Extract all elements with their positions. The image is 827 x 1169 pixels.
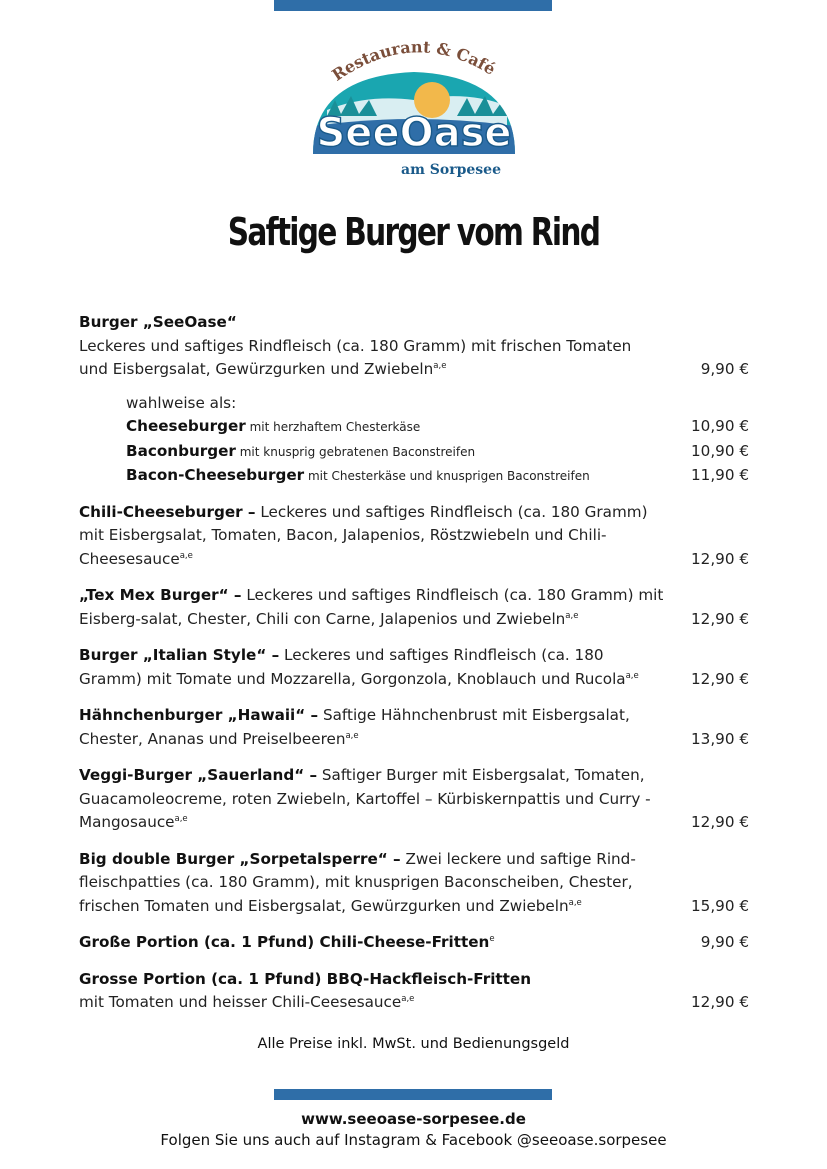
burger-menu: [79, 311, 749, 1015]
variant-item: [126, 464, 749, 489]
menu-item: [79, 931, 749, 955]
variant-intro: wahlweise als:: [126, 393, 237, 412]
item-name: Burger „Italian Style“ –: [79, 646, 280, 664]
item-name: Big double Burger „Sorpetalsperre“ –: [79, 849, 401, 868]
social-media-note: Folgen Sie uns auch auf Instagram & Facebook @seeoase.sorpesee: [160, 1131, 667, 1149]
restaurant-logo: [307, 30, 521, 182]
item-price: 15,90 €: [691, 896, 749, 915]
item-description: Leckeres und saftiges Rindfleisch (ca. 180 Gramm) mit Tomate und Mozzarella, Gorgonzola, Knoblauch und Rucola: [79, 646, 626, 688]
item-description: Saftige Hähnchenbrust mit Eisbergsalat, Chester, Ananas und Preiselbeeren: [79, 706, 630, 748]
variant-name: Baconburger: [126, 441, 236, 460]
menu-item: [79, 311, 749, 382]
allergen-note: a,e: [179, 550, 193, 561]
allergen-note: a,e: [625, 670, 639, 681]
variant-price: 10,90 €: [691, 441, 749, 460]
item-description: Leckeres und saftiges Rindfleisch (ca. 180 Gramm) mit Eisbergsalat, Tomaten, Bacon, Jalapenios, Röstzwiebeln und Chili-Cheesesauce: [79, 502, 648, 568]
variant-item: [126, 440, 749, 465]
allergen-note: a,e: [565, 610, 579, 621]
menu-item: [79, 968, 749, 1015]
item-description: mit Tomaten und heisser Chili-Ceesesauce: [79, 993, 402, 1011]
allergen-note: a,e: [345, 730, 359, 741]
logo-top-text: Restaurant & Café: [328, 37, 499, 85]
menu-item: [79, 848, 749, 919]
item-description: Leckeres und saftiges Rindfleisch (ca. 180 Gramm) mit frischen Tomaten und Eisbergsalat, Gewürzgurken und Zwiebeln: [79, 336, 632, 378]
item-description: Zwei leckere und saftige Rind-fleischpatties (ca. 180 Gramm), mit knusprigen Baconscheiben, Chester, frischen Tomaten und Eisbergsalat, Gewürzgurken und Zwiebeln: [79, 849, 636, 915]
menu-item: [79, 501, 749, 572]
variant-price: 10,90 €: [691, 417, 749, 435]
logo-sub-text: am Sorpesee: [401, 162, 501, 178]
menu-item: [79, 644, 749, 691]
item-price: 12,90 €: [691, 993, 749, 1011]
item-name: Grosse Portion (ca. 1 Pfund) BBQ-Hackfleisch-Fritten: [79, 969, 532, 988]
item-price: 9,90 €: [700, 933, 749, 951]
price-note: Alle Preise inkl. MwSt. und Bedienungsgeld: [257, 1036, 570, 1052]
item-name: Hähnchenburger „Hawaii“ –: [79, 706, 319, 724]
item-price: 13,90 €: [691, 729, 749, 748]
variant-name: Cheeseburger: [126, 417, 246, 435]
item-price: 12,90 €: [691, 813, 749, 831]
item-name: Chili-Cheeseburger –: [79, 502, 256, 521]
variant-list: [79, 392, 749, 489]
item-price: 9,90 €: [700, 360, 749, 378]
item-price: 12,90 €: [691, 609, 749, 628]
variant-price: 11,90 €: [691, 466, 749, 484]
allergen-note: e: [489, 933, 495, 944]
variant-description: mit knusprig gebratenen Baconstreifen: [235, 444, 476, 459]
variant-description: mit herzhaftem Chesterkäse: [245, 420, 421, 434]
allergen-note: a,e: [433, 360, 447, 371]
menu-item: [79, 764, 749, 835]
allergen-note: a,e: [568, 897, 582, 908]
item-description: Leckeres und saftiges Rindfleisch (ca. 180 Gramm) mit Eisberg-salat, Chester, Chili con Carne, Jalapenios und Zwiebeln: [79, 586, 664, 628]
item-name: Große Portion (ca. 1 Pfund) Chili-Cheese-Fritten: [79, 933, 490, 951]
item-name: Burger „SeeOase“: [79, 313, 237, 331]
variant-name: Bacon-Cheeseburger: [126, 466, 305, 484]
item-description: Saftiger Burger mit Eisbergsalat, Tomaten, Guacamoleocreme, roten Zwiebeln, Kartoffel – Kürbiskernpattis und Curry - Mangosauce: [79, 766, 651, 831]
item-price: 12,90 €: [691, 669, 749, 688]
variant-item: [126, 415, 749, 440]
item-price: 12,90 €: [691, 549, 749, 568]
item-name: Veggi-Burger „Sauerland“ –: [79, 766, 318, 784]
item-name: „Tex Mex Burger“ –: [79, 586, 242, 604]
menu-item: [79, 704, 749, 751]
allergen-note: a,e: [401, 993, 415, 1004]
bottom-accent-bar: [274, 1089, 552, 1100]
allergen-note: a,e: [174, 813, 188, 824]
menu-item: [79, 584, 749, 631]
website-link[interactable]: www.seeoase-sorpesee.de: [301, 1110, 526, 1128]
top-accent-bar: [274, 0, 552, 11]
page-title: Saftige Burger vom Rind: [227, 210, 600, 254]
variant-description: mit Chesterkäse und knusprigen Baconstreifen: [304, 469, 590, 483]
logo-name: SeeOase: [316, 110, 512, 156]
